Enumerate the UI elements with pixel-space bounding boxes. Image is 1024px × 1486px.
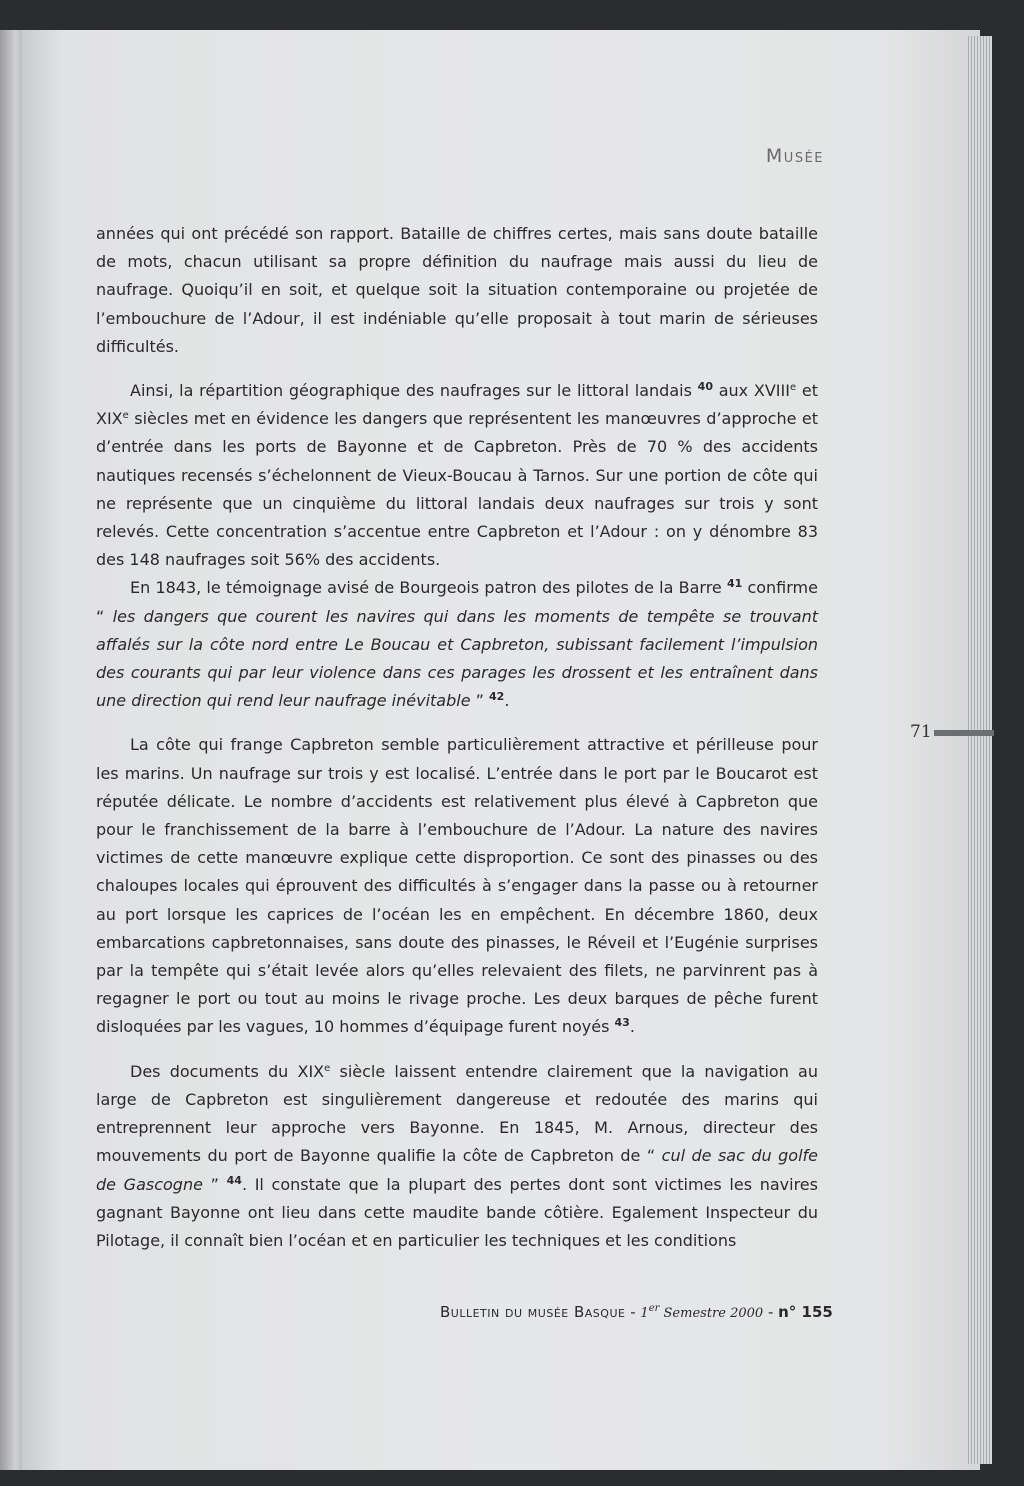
- footnote-ref-42[interactable]: 42: [489, 690, 505, 704]
- semester: 1er Semestre 2000: [640, 1303, 764, 1321]
- paragraph-4: La côte qui frange Capbreton semble particulièrement attractive et périlleuse pour les marins. Un naufrage sur trois y est localisé. L’entrée dans le port par le Boucarot est réputée délicate. Le nombre d’accidents est relativement plus élevé à Capbreton que pour le franchissement de la barre à l’embouchure de l’Adour. La nature des navires victimes de cette manœuvre explique cette disproportion. Ce sont des pinasses ou des chaloupes locales qui éprouvent des difficultés à s’engager dans la passe ou à retourner au port lorsque les caprices de l’océan les en empêchent. En décembre 1860, deux embarcations capbretonnaises, sans doute des pinasses, le Réveil et l’Eugénie surprises par la tempête qui s’était levée alors qu’elles relevaient des filets, ne parvinrent pas à regagner le port ou tout au moins le rivage proche. Les deux barques de pêche furent disloquées par les vagues, 10 hommes d’équipage furent noyés $^{43}$.: [96, 735, 818, 1037]
- issue-number: n° 155: [778, 1303, 833, 1321]
- article-body: [96, 220, 818, 1255]
- footnote-ref-44[interactable]: 44: [226, 1173, 242, 1187]
- previous-page-edge: [0, 30, 22, 1470]
- paragraph-1: années qui ont précédé son rapport. Bataille de chiffres certes, mais sans doute bataille de mots, chacun utilisant sa propre définition du naufrage mais aussi du lieu de naufrage. Quoiqu’il en soit, et quelque soit la situation contemporaine ou projetée de l’embouchure de l’Adour, il est indéniable qu’elle proposait à tout marin de sérieuses difficultés.: [96, 224, 818, 356]
- section-header: Musée: [765, 145, 824, 167]
- footnote-ref-41[interactable]: 41: [726, 577, 743, 591]
- quotation: les dangers que courent les navires qui dans les moments de tempête se trouvant affalés sur la côte nord entre Le Boucau et Capbreton, subissant facilement l’impulsion des courants qui par leur violence dans ces parages les drossent et les entraînent dans une direction qui rend leur naufrage inévitable: [96, 606, 819, 711]
- page-tab-marker: [934, 730, 994, 736]
- footnote-ref-43[interactable]: 43: [614, 1016, 630, 1030]
- page-number: 71: [910, 722, 932, 742]
- paragraph-3: En 1843, le témoignage avisé de Bourgeois patron des pilotes de la Barre $^{41}$ confirme “ les dangers que courent les navires qui dans les moments de tempête se trouvant affalés sur la côte nord entre Le Boucau et Capbreton, subissant facilement l’impulsion des courants qui par leur violence dans ces parages les drossent et les entraînent dans une direction qui rend leur naufrage inévitable ” $^{42}$.: [96, 577, 819, 711]
- paragraph-2: Ainsi, la répartition géographique des naufrages sur le littoral landais $^{40}$ aux XVIIIe et XIXe siècles met en évidence les dangers que représentent les manœuvres d’approche et d’entrée dans les ports de Bayonne et de Capbreton. Près de 70 % des accidents nautiques recensés s’échelonnent de Vieux-Boucau à Tarnos. Sur une portion de côte qui ne représente que un cinquième du littoral landais deux naufrages sur trois y sont relevés. Cette concentration s’accentue entre Capbreton et l’Adour : on y dénombre 83 des 148 naufrages soit 56% des accidents.: [96, 380, 818, 570]
- quotation: cul de sac du golfe de Gascogne: [96, 1146, 819, 1194]
- journal-title: Bulletin du musée Basque: [440, 1303, 626, 1321]
- paragraph-5: Des documents du XIXe siècle laissent entendre clairement que la navigation au large de Capbreton est singulièrement dangereuse et redoutée des marins qui entreprennent leur approche vers Bayonne. En 1845, M. Arnous, directeur des mouvements du port de Bayonne qualifie la côte de Capbreton de “ cul de sac du golfe de Gascogne ” $^{44}$. Il constate que la plupart des pertes dont sont victimes les navires gagnant Bayonne ont lieu dans cette maudite bande côtière. Egalement Inspecteur du Pilotage, il connaît bien l’océan et en particulier les techniques et les conditions: [96, 1061, 819, 1250]
- page-footer: Bulletin du musée Basque - 1er Semestre 2000 - n° 155: [440, 1303, 833, 1321]
- footnote-ref-40[interactable]: 40: [697, 380, 713, 394]
- page-stack-edge: [966, 36, 992, 1464]
